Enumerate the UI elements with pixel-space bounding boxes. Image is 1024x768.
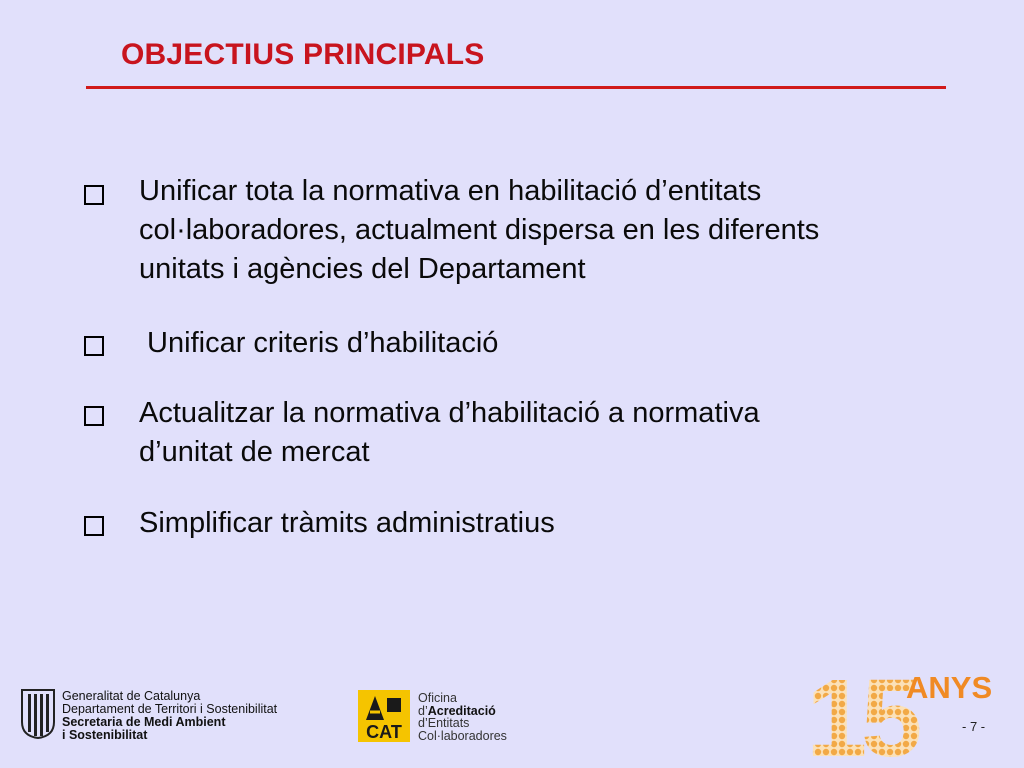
bullet-line: Unificar tota la normativa en habilitació d’entitats bbox=[139, 175, 762, 207]
title-rule bbox=[86, 86, 946, 89]
page-number: - 7 - bbox=[962, 719, 986, 734]
acat-logo bbox=[358, 690, 410, 742]
page-title: OBJECTIUS PRINCIPALS bbox=[121, 38, 485, 71]
bullet-text bbox=[139, 504, 969, 543]
checkbox-icon bbox=[84, 185, 104, 205]
bullet-line: col·laboradores, actualment dispersa en les diferents bbox=[139, 214, 820, 246]
generalitat-line: Departament de Territori i Sostenibilitat bbox=[62, 702, 278, 716]
bullet-line: d’unitat de mercat bbox=[139, 436, 370, 468]
acat-logo-text: CAT bbox=[366, 722, 402, 742]
acat-line: d’Entitats bbox=[418, 716, 470, 730]
anniversary-word: ANYS bbox=[906, 670, 993, 705]
generalitat-line: Secretaria de Medi Ambient bbox=[62, 715, 226, 729]
bullet-line: Actualitzar la normativa d’habilitació a normativa bbox=[139, 397, 760, 429]
generalitat-text bbox=[62, 690, 322, 742]
bullet-line: Simplificar tràmits administratius bbox=[139, 507, 555, 539]
bullet-text bbox=[139, 172, 969, 289]
bullet-text bbox=[139, 324, 969, 363]
generalitat-line: Generalitat de Catalunya bbox=[62, 689, 201, 703]
anniversary-number: 15 bbox=[806, 660, 917, 760]
generalitat-line: i Sostenibilitat bbox=[62, 728, 148, 742]
checkbox-icon bbox=[84, 336, 104, 356]
acat-bold: Acreditació bbox=[427, 703, 496, 718]
checkbox-icon bbox=[84, 516, 104, 536]
bullet-text bbox=[139, 394, 969, 472]
checkbox-icon bbox=[84, 406, 104, 426]
acat-prefix: d’ bbox=[418, 703, 428, 718]
acat-line: Col·laboradores bbox=[418, 728, 507, 743]
acat-line: Oficina bbox=[418, 691, 457, 705]
acat-text bbox=[418, 692, 618, 742]
bullet-line: Unificar criteris d’habilitació bbox=[139, 327, 499, 359]
bullet-line: unitats i agències del Departament bbox=[139, 253, 586, 285]
anniversary-logo bbox=[806, 660, 1006, 760]
catalan-crest-icon bbox=[20, 688, 56, 740]
